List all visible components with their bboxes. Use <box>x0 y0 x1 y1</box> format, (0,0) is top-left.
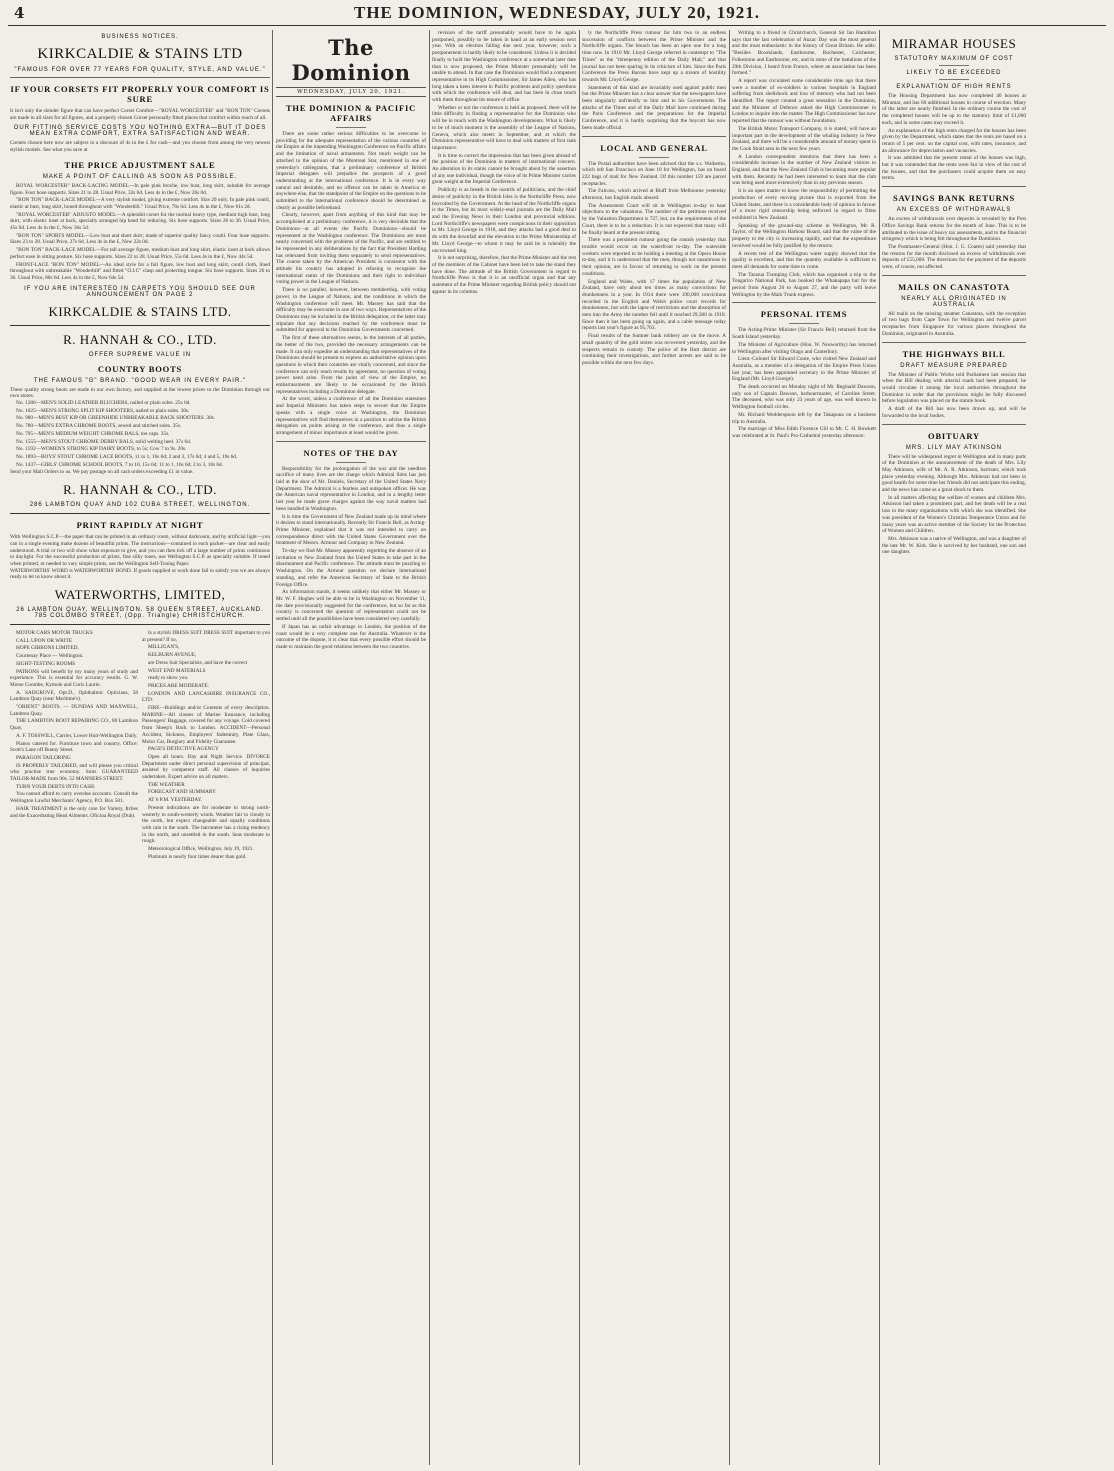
small-ad: "ORIENT" BOOTS. — DUNDAS AND MAXWELL, Lambton Quay. <box>10 704 138 717</box>
boot-item: No. 980—MEN'S BEST KIP OR GREENHIDE UNBREAKABLE BACK SHOOTERS. 30s. <box>16 415 216 422</box>
paragraph: The Postal authorities have been advised that the s.s. Waihemo, which left San Francisco on June 18 for Wellington, has on board 222 bags of mail for New Zealand. Of this number 159 are parcel receptacles. <box>582 160 726 187</box>
paragraph: There is no parallel, however, between membership, with voting power, in the League of Nations, and the conditions in which the Washington conference will meet. Mr. Massey has said that the difficulty may be overcome in one of two ways. Representatives of the Dominions may be included in the British delegation, or the latter may stipulate that any decisions reached by the conference must be submitted for approval to the Dominion Governments concerned. <box>276 287 426 334</box>
kirkcaldie-signature: KIRKCALDIE & STAINS LTD. <box>48 303 232 319</box>
column-4-top <box>582 30 726 132</box>
small-ad: Open all hours. Day and Night Service. DIVORCE Department under direct personal supervision of principal, assisted by competent staff. All classes of inquiries undertaken. Expert advice on all matters. <box>142 753 270 781</box>
paragraph: As information stands, it seems unlikely that either Mr. Massey or Mr. W. F. Hughes will be able to be in Washington on November 11, the date provisionally suggested for the conference, but so far as this country is concerned the question of representation could not be settled until all the possibilities have been considered very carefully. <box>276 589 426 623</box>
article-column-4 <box>582 30 726 1465</box>
editorial-column <box>276 30 426 1465</box>
mails-sub: NEARLY ALL ORIGINATED IN AUSTRALIA <box>901 295 1007 308</box>
paragraph: Publicity is as breath in the nostrils of politicians, and the chief desire of publicity in the British Isles is the Northcliffe Press, now boycotted by the Government. At the head of the Northcliffe organs is the Times, but its most widely-read journals are the Daily Mail and the Evening News in their London and provincial editions. Lord Northcliffe's newspapers were conspicuous in their opposition to Mr. Lloyd George in 1918, and they attacks had a good deal to do with the downfall and the elevation to the Prime Ministership of Mr. Lloyd George—to whom it may be said he is tolerably the uncrowned king. <box>432 187 576 254</box>
small-ad: CALL UPON OR WRITE <box>16 637 73 644</box>
small-ad: FORECAST AND SUMMARY <box>148 789 216 796</box>
boot-item: No. 795—MEN'S MEDIUM WEIGHT CHROME BALS, toe caps. 35s. <box>16 430 170 437</box>
small-ad: HOPE GIBBONS LIMITED, <box>16 645 79 652</box>
paragraph: An excess of withdrawals over deposits is revealed by the Post Office Savings Bank returns for the month of June. This is to be attributed to the issue of heavy tax assessments, and to the financial stringency which is being felt throughout the Dominion. <box>882 216 1026 243</box>
small-ad: PRICES ARE MODERATE. <box>148 682 210 689</box>
hannah-brand: THE FAMOUS "G" BRAND. "GOOD WEAR IN EVERY PAIR." <box>33 377 247 384</box>
corsets-note: Corsets chosen here now are subject to a discount of 4s in the £ for cash—and you choose from among the very newest stylish models. See what you save at <box>10 140 270 154</box>
small-ads-row <box>10 630 270 862</box>
leader-body <box>276 131 426 437</box>
small-ad: AT 6 P.M. YESTERDAY. <box>148 797 203 804</box>
miramar-sub2: LIKELY TO BE EXCEEDED <box>906 70 1002 76</box>
small-ad: Platinum is nearly four times dearer than gold. <box>148 853 247 860</box>
boot-item: No. 1025—MEN'S STRONG SPLIT KIP SHOOTERS, nailed or plain soles. 30s. <box>16 407 190 414</box>
savings-sub: AN EXCESS OF WITHDRAWALS <box>896 207 1012 214</box>
small-ad: THE LAMBTON BOOT REPAIRING CO., 80 Lambton Quay. <box>10 718 138 732</box>
paragraph: It was admitted that the present rental of the houses was high, but it was contended that the rents were fair in view of the cost of the houses, and that the purchasers could acquire them on easy terms. <box>882 155 1026 182</box>
paper-title: THE DOMINION, WEDNESDAY, JULY 20, 1921. <box>354 3 760 22</box>
masthead <box>8 0 1106 26</box>
hannah-intro: These quality strong boots are made in our own factory, and supplied at the lowest prices to the Dominion through our own stores. <box>10 386 270 400</box>
obituary-body <box>882 454 1026 557</box>
paragraph: If Japan has an unfair advantage in London, the position of the coast would be a very complete one for Australia. Whatever is the outcome of the dispute, it is clear that every possible effort should be made to maintain the good relations between the two countries. <box>276 623 426 650</box>
small-ad: Pianos catered for. Furniture town and country. Office: Scott's Lane off Bunny Street. <box>10 740 138 754</box>
small-ad: THE WEATHER <box>148 781 185 788</box>
small-ad: IS PROPERLY TAILORED, and will please you critical who practise true economy. Suits GUARANTEED TAILOR-MADE from 90s. 52 MANNERS STREET. <box>10 762 138 783</box>
paragraph: The Housing Department has now completed 40 houses at Miramar, and has 60 additional houses in course of erection. Many of the latter are nearly finished. In the ordinary course the cost of the completed houses will be up to the statutory limit of £1,000 each, and in some cases may exceed it. <box>882 93 1026 126</box>
small-ad: FIRE—Buildings and/or Contents of every description. MARINE—All classes of Marine Insurance, including Passengers' Baggage, covered for any voyage. Cold covered from Sheep's Back to London. ACCIDENT—Personal Accident, Sickness, Employers' Indemnity, Plate Glass, Motor Car, Burglary and Fidelity Guarantee. <box>142 705 270 745</box>
paragraph: The death occurred on Monday night of Mr. Reginald Dawson, only son of Captain Dawson, harbourmaster, of Caroline Street. The deceased, who was only 23 years of age, was well known in Wellington football circles. <box>732 384 876 411</box>
paragraph: Mrs. Atkinson was a native of Wellington, and was a daughter of the late Mr. W. Kirk. She is survived by her husband, one son and one daughter. <box>882 535 1026 556</box>
notes-body <box>276 466 426 651</box>
small-ad: You cannot afford to carry overdue accounts. Consult the Wellington Lawful Merchants' Agency, P.O. Box 501. <box>10 791 138 805</box>
sale-subheading: MAKE A POINT OF CALLING AS SOON AS POSSIBLE. <box>42 173 238 180</box>
paragraph: There will be widespread regret in Wellington and in many parts of the Dominion at the announcement of the death of Mrs. Lily May Atkinson, wife of Mr. A. R. Atkinson, barrister, which took place yesterday evening. Although Mrs. Atkinson had not been in good health for some time her friends did not anticipate this ending, and the news has come as a great shock to them. <box>882 453 1026 494</box>
paragraph: revision of the tariff presumably would have to be again postponed, possibly to be taken in hand at an early session next year. With an election falling due next year, however, such a postponement is hardly likely to be considered. Unless it is decided finally to hold the Washington conference at a somewhat later date than is now proposed, the Prime Minister presumably will be unable to attend. In that case the Dominion would find a competent representative in its High Commissioner, Sir James Allen, who has long taken a keen interest in Pacific problems and policy questions with which the conference will deal, and has been in close touch with them throughout his tenure of office. <box>432 30 576 104</box>
paragraph: The Falcons, which arrived at Bluff from Melbourne yesterday afternoon, has English mails aboard. <box>582 188 726 202</box>
paragraph: To-day we find Mr. Massey apparently regretting the absence of an invitation to New Zealand from the United States to take part in the disarmament and Pacific conference. The attitude must be puzzling to Washington. On the Armour question we declare international standing, and refer the American Secretary of State to the British Foreign Office. <box>276 548 426 588</box>
boot-item: No. 1893—BOYS' STOUT CHROME LACE BOOTS, 11 to 1, 16s 6d; 2 and 3, 17s 6d; 4 and 5, 19s 6d. <box>16 453 238 460</box>
paragraph: Writing to a friend in Christchurch, General Sir Ian Hamilton says that the last celebration of Anzac Day was the most general and the most enthusiastic in the history of Great Britain. He adds: "Besides Brooklands, Eastbourne, Rochester, Colchester, Folkestone and Eastbourne, etc, and in some of the battalions of the 29th Division, I heard from France, where an association has been formed." <box>732 30 876 77</box>
paragraph: The first of these alternatives seems, in the interests of all parties, the better of the two, provided the necessary arrangements can be made. It can only expedite an understanding that representatives of the Dominions should be present to express an authoritative opinion upon questions in which their countries are vitally concerned, and since the conference can only reach results by agreement, no question of voting power need arise. From the point of view of the Empire, no embarrassments are likely to be occasioned by the British representatives including a Dominion delegate. <box>276 335 426 395</box>
local-general-body <box>582 161 726 367</box>
miramar-heading: MIRAMAR HOUSES <box>891 36 1017 51</box>
small-ad: PARAGON TAILORING <box>16 754 71 761</box>
article-column-5 <box>732 30 876 1465</box>
paragraph: England and Wales, with 17 times the population of New Zealand, have only about ten times as many convictions for drunkenness in a year. In 1914 there were 190,000 convictions recorded in the English and Welsh police court records for drunkenness, but with the lapse of restrictions and the absorption of men into the Army the number fell until it reached 29,300 in 1918. Since then it has been going up again, and a cable message today reports last year's figure as 95,763. <box>582 278 726 332</box>
notes-heading: NOTES OF THE DAY <box>303 447 399 458</box>
waterworths-note: WATERWORTHS' WORD is WATERWORTHS' BOND. If goods supplied or work done fail to satisfy you we are always ready to let us know about it. <box>10 567 270 581</box>
hannah-items-list <box>10 400 270 468</box>
small-ad: are Dress Suit Specialists, and have the correct <box>148 659 248 666</box>
paragraph: It is not surprising, therefore, that the Prime Minister and the rest of the members of the Cabinet have been led to take the stand they have done. The attitude of the British Government in regard to Northcliffe Press is that it is an unofficial organ and that any statement of the Prime Minister regarding British policy should not appear in its columns. <box>432 255 576 295</box>
paragraph: A draft of the Bill has now been drawn up, and will be forwarded to the local bodies. <box>882 406 1026 419</box>
small-ad: LONDON AND LANCASHIRE INSURANCE CO., LTD. <box>142 690 270 704</box>
hannah-heading: COUNTRY BOOTS <box>97 363 183 374</box>
sale-item: FRONT-LACE "BON TON" MODEL—An ideal style for a full figure, low bust and long skirt, coutil cloth, lined throughout with unbreakable "Wonderbilt" and fitted "O.I.C" clasp and protecting tongue. Six hose supports. Sizes 26 to 36. Usual Price, 80s 6d. Less 4s in the £, Now 64s 5d. <box>10 261 270 281</box>
small-ad: MOTOR CARS MOTOR TRUCKS <box>16 630 93 637</box>
hannah-subtitle: OFFER SUPREME VALUE IN <box>88 351 192 358</box>
corsets-body: It isn't only the slender figure that can have perfect Corset Comfort—"ROYAL WORCESTER" and "BON TON" Corsets are made in all sizes for all figures, and a properly chosen Corset personally fitted places that comfort within reach of all. <box>10 108 270 121</box>
paragraph: Mr. Richard Wedderspoon left by the Takapuna on a business trip to Australia. <box>732 411 876 425</box>
advertisement-column <box>10 30 270 1465</box>
sale-item: "ROYAL WORCESTER" ADJUSTO MODEL—A splendid corset for the normal heavy type, medium high bust, long skirt, with elastic inset at back, specially arranged hip band for reducing. Six hose supports. Sizes 26 to 36. Usual Price, 45s 6d. Less 4s in the £, Now 36s 5d. <box>10 211 270 232</box>
miramar-sub: STATUTORY MAXIMUM OF COST <box>894 56 1014 62</box>
small-ad: A. SADGROVE, Opt.D., Ophthalmic Opticians, 58 Lambton Quay (near Maritime's). <box>10 689 138 703</box>
small-ads-left <box>10 630 138 862</box>
paragraph: A recent test of the Wellington water supply showed that the quality is excellent, and that the quantity available is sufficient to meet all demands for some time to come. <box>732 250 876 270</box>
hannah-title: R. HANNAH & CO., LTD. <box>63 331 217 347</box>
boot-item: No. 1286—MEN'S SOLID LEATHER BLUCHERS, nailed or plain soles. 25s 6d. <box>16 400 191 407</box>
small-ad: Present indications are for moderate to strong north-westerly to south-westerly winds. Weather fair to cloudy in the north, but expect changeable and squally conditions with rain in the south. The barometer has a rising tendency in the north, and unsettled in the south. Seas moderate to rough. <box>142 804 270 845</box>
paragraph: The Minister of Public Works told Parliament last session that when the Bill dealing with arterial roads had been prepared, he would circulate it among the local authorities throughout the Dominion in order that the provisions might be fully discussed before legislation was placed on the statute book. <box>882 371 1026 405</box>
paragraph: Statements of this kind are invariably used against public men but the Prime Minister has a clear answer that the newspapers have been singularly unfriendly to him and to his Government. The attacks of the Times and of the Daily Mail have continued during the Paris Conference and the preparations for the Imperial Conference, and it is hardly surprising that the boycott has now been made official. <box>582 84 726 131</box>
savings-heading: SAVINGS BANK RETURNS <box>892 193 1016 204</box>
miramar-body <box>882 93 1026 182</box>
editorial-date: WEDNESDAY, JULY 20, 1921. <box>276 87 426 97</box>
small-ad: ready to show you. <box>148 675 189 682</box>
paragraph: The Acting-Prime Minister (Sir Francis Bell) returned from the South Island yesterday. <box>732 327 876 341</box>
paragraph: ly the Northcliffe Press rumour for him two to an endless succession of conflicts between the Prime Minister and the Northcliffe organs. The breach has been an open one for a long time now. In 1910 Mr. Lloyd George referred in contempt to "The Times" as the "threepenny edition of the Daily Mail," and that journal has not been sparing in its criticism of him. Since the Paris Conference the Press Barons have kept up a stream of hostility towards Mr. Lloyd George. <box>582 30 726 83</box>
personal-items-heading: PERSONAL ITEMS <box>760 309 848 320</box>
small-ad: A. F. TOSSWILL, Carrier, Lower Hutt-Wellington Daily. <box>16 732 138 739</box>
paragraph: Responsibility for the prolongation of the war and the needless sacrifice of many lives are the charge which Admiral Sims has just laid at the door of Mr. Daniels, Secretary of the United States Navy Department. The Admiral is a fearless and outspoken officer. He was the American naval representative in London, and in a lengthy letter last year he made grave charges against the way naval matters had been handled in Washington. <box>276 465 426 512</box>
waterworths-address: 26 LAMBTON QUAY, WELLINGTON. 58 QUEEN STREET, AUCKLAND. 785 COLOMBO STREET, (Opp. Triangle) CHRISTCHURCH. <box>16 607 264 620</box>
paragraph: Clearly, however, apart from anything of this kind that may be accomplished at a preliminary conference, it is very desirable that the Dominions—at all events the Pacific Dominions—should be represented at the Washington conference. The Dominions are most nearly concerned with the problems of the Pacific, and are entitled to be represented in any deliberations by the fact that President Harding has reiterated from inviting them separately to send representatives. The course taken by the American President is consistent with the attitude his country has adopted in refusing to recognise the international status of the Dominions and their right to individual voting power in the League of Nations. <box>276 212 426 286</box>
leader-heading: THE DOMINION & PACIFIC AFFAIRS <box>285 103 417 123</box>
paragraph: The Minister of Agriculture (Hon. W. Nosworthy) has returned to Wellington after visiting Otago and Canterbury. <box>732 341 876 355</box>
small-ad: TURN YOUR DEBTS INTO CASH. <box>16 783 96 790</box>
paragraph: Speaking of the ground-stay scheme in Wellington, Mr. R. Taylor, of the Wellington Harbour Board, said that the value of the property to the city is increasing rapidly, and that the expenditure involved would be fully justified by the returns. <box>732 222 876 249</box>
dominion-logo: The Dominion <box>291 35 411 85</box>
small-ad: SIGHT-TESTING ROOMS <box>16 660 76 667</box>
kirkcaldie-title: KIRKCALDIE & STAINS LTD <box>37 46 243 62</box>
column-3-body <box>432 30 576 295</box>
paragraph: All mails on the missing steamer Canastota, with the exception of two bags from Cape Town for Wellington and twelve parcel receptacles from Singapore for various places throughout the Dominion, originated in Australia. <box>882 310 1026 337</box>
paragraph: It is an open matter to know the responsibility of permitting the production of every moving picture that is exported from the United States, and there is a considerable body of opinion in favour of a more rigid censorship being enforced in regard to films exhibited in New Zealand. <box>732 188 876 221</box>
paragraph: A report was circulated some considerable time ago that there were a number of ex-soldiers in various hospitals in England suffering from shellshock and loss of memory who had not been identified. The report created a great sensation in the Dominion, and the Minister of Defence asked the High Commissioner in London to inquire into the matter. The High Commissioner has now reported that the rumour was without foundation. <box>732 77 876 125</box>
paragraph: A London correspondent mentions that there has been a considerable increase in the number of New Zealand visitors to England, and that the New Zealand Club is becoming more popular with them. Recently he had been interested to learn that the club was being used more extensively than in any previous season. <box>732 153 876 187</box>
paragraph: There was a persistent rumour going the rounds yesterday that trouble would occur on the waterfront to-day. The waterside workers were reported to be holding a meeting at the Opera House to-day, and it is understood that the men, though not unanimous in their opinion, are in favour of returning to work on the present conditions. <box>582 237 726 277</box>
sale-heading: THE PRICE ADJUSTMENT SALE <box>64 159 216 170</box>
business-notices-heading: BUSINESS NOTICES. <box>101 34 179 40</box>
highways-sub: DRAFT MEASURE PREPARED <box>900 362 1008 369</box>
paragraph: The Postmaster-General (Hon. J. G. Coates) said yesterday that the returns for the month disclosed an excess of withdrawals over deposits of £55,000. The directions for the payment of the deposits were, of course, not affected. <box>882 243 1026 271</box>
boot-item: No. 1592—WOMEN'S STRONG KIP DAIRY BOOTS, to 5s; Cow 7 to 9s. 20s. <box>16 446 187 453</box>
sale-item: "BON TON" BACK-LACE MODEL—A very stylish model, giving extreme comfort. Size 20 only. In pale pink coutil, elastic at bust, long skirt, boned throughout with "Wonderbilt." Usual Price, 76s 6d. Less 4s in the £, Now 61s 2d. <box>10 197 270 210</box>
small-ad: Meteorological Office, Wellington, July 19, 1921. <box>148 846 254 853</box>
obituary-heading: OBITUARY <box>928 430 980 441</box>
boot-item: No. 780—MEN'S EXTRA CHROME BOOTS, sewed and stitched soles. 35s. <box>16 423 182 430</box>
local-general-heading: LOCAL AND GENERAL <box>600 142 708 153</box>
small-ad: PAGE'S DETECTIVE AGENCY <box>148 746 219 753</box>
small-ad: MILLIGAN'S, <box>148 644 180 651</box>
waterworths-title: WATERWORTHS, LIMITED, <box>54 587 226 603</box>
page-number: 4 <box>14 4 25 22</box>
paragraph: It is time the Government of New Zealand made up its mind where it desires to stand internationally. Recently Sir Francis Bell, as Acting-Prime Minister, explained that it was not intended to carry on correspondence direct with the United States Government over the treatment of Messrs. Armour and Company in New Zealand. <box>276 513 426 547</box>
column-5-top <box>732 30 876 298</box>
paragraph: Lieut.-Colonel Sir Edward Coote, who visited New Zealand and Australia, as a member of a delegation of the Empire Press Union last year, has been appointed secretary to the Prime Minister of England (Mr. Lloyd George). <box>732 356 876 383</box>
paragraph: There are some rather serious difficulties to be overcome in providing for the adequate representation of the various countries of the Empire at the impending Washington Conference on Pacific affairs and the limitation of naval armaments. Not much weight can be attached to the opinion of the Montreal Star, mentioned in one of yesterday's cablegrams, that a preliminary conference of British Imperial delegates will prejudice the prospects of a good understanding at the international conference. It is in every way natural and desirable, and no offence can be taken in America or anywhere else, that the standpoint of the Empire on the questions to be submitted to the international conference should be determined as clearly as possible beforehand. <box>276 131 426 211</box>
carpets-notice: IF YOU ARE INTERESTED IN CARPETS YOU SHOULD SEE OUR ANNOUNCEMENT ON PAGE 2 <box>24 285 256 298</box>
personal-items-body <box>732 327 876 439</box>
mails-heading: MAILS ON CANASTOTA <box>898 281 1010 292</box>
article-column-6 <box>882 30 1026 1465</box>
paragraph: An explanation of the high rents charged for the houses has been given by the Department, which states that the rents are based on a return of 5 per cent. on the capital cost, with rates, insurance, and an allowance for depreciation and vacancies. <box>882 127 1026 154</box>
paragraph: In all matters affecting the welfare of women and children Mrs. Atkinson had taken a prominent part, and her death will be a real loss to the many organisations with which she was identified. She was president of the Women's Christian Temperance Union and for many years was an active member of the Society for the Protection of Women and Children. <box>882 494 1026 535</box>
kirkcaldie-tagline: "FAMOUS FOR OVER 77 YEARS FOR QUALITY, STYLE, AND VALUE." <box>14 67 266 73</box>
article-column-3 <box>432 30 576 1465</box>
hannah-signature: R. HANNAH & CO., LTD. <box>63 482 217 498</box>
small-ad: Is a stylish DRESS SUIT DRESS SUIT important to you at present? If so, <box>142 630 270 643</box>
mails-body <box>882 311 1026 338</box>
paragraph: Final results of the Sumner bank robbery are on the move. A small quantity of the gold stolen was recovered yesterday, and the suspects remain in custody. The police of the Hutt district are continuing their investigations, and further arrests are said to be possible within the next few days. <box>582 333 726 366</box>
boot-item: No. 1555—MEN'S STOUT CHROME DERBY BALS, solid welting heel. 37s 6d. <box>16 438 192 445</box>
print-body: With Wellington S.C.P.—the paper that can be printed in an ordinary room, without darkroom, and by artificial light—you can in a single evening make dozens of beautiful prints. The instructions—contained in each packet—are clear and easily understood. A trial or two will show what exposure to give, and you can then tick off a large number of prints continuous to daylight. For the successful production of prints, fine silky tones, use Wellington S.C.P. as specially suitable. If toned when printed, or needed to vary simple prints, use the Wellington Self-Toning Paper. <box>10 534 270 567</box>
hannah-address: 286 LAMBTON QUAY AND 102 CUBA STREET, WELLINGTON. <box>29 502 251 509</box>
hannah-mail-note: Send your Mail Orders to us. We pay postage on all cash orders exceeding £1 in value. <box>10 469 194 476</box>
small-ad: PATRONS will benefit by my many years of study and experience. This is essential for accuracy results. G. W. Morse Coombe, Kymole and Coris Laurie. <box>10 668 138 688</box>
highways-body <box>882 372 1026 420</box>
small-ad: Courtenay Place — Wellington. <box>16 653 84 660</box>
paragraph: At the worst, unless a conference of all the Dominion statesmen and Imperial Ministers has taken steps to secure that the Empire speaks with a single voice at Washington, the Dominion representatives will find themselves in a position to advise the British delegation on points arising at the conference, and thus a single arrangement of minor importance at least would be given. <box>276 396 426 436</box>
small-ad: KELBURN AVENUE, <box>148 652 197 659</box>
sale-items-list <box>10 183 270 282</box>
paragraph: The British Motor Transport Company, it is stated, will have an important part in the development of the whaling industry in New Zealand, and there will be a considerable amount of money spent in the Cook Strait area in the next few years. <box>732 125 876 152</box>
paragraph: Whether or not the conference is held as proposed, there will be little difficulty in finding a representative for the Dominion who will be in touch with the Washington developments. What is likely to be of much moment is the assembly of the League of Nations, Geneva, which also meets in September, and at which the Dominion representative will have to deal with matters of first rank importance. <box>432 104 576 151</box>
sale-item: ROYAL WORCESTER" BACK-LACING MODEL—In pale pink broche, low bust, long skirt, suitable for average figure. Four hose supports. Sizes 21 to 28. Usual Price, 32s 6d. Less 4s in the £, Now 26s 0d. <box>10 182 270 196</box>
boot-item: No. 1437—GIRLS' CHROME SCHOOL BOOTS, 7 to 10, 15s 6d; 11 to 1, 16s 6d; 2 to 3, 18s 6d. <box>16 461 224 468</box>
paragraph: The Tararua Tramping Club, which has organised a trip to the Tongariro National Park, has booked the Whakapapa hut for the period from August 20 to August 27, and the party will leave Wellington by the Main Trunk express. <box>732 271 876 298</box>
miramar-sub3: EXPLANATION OF HIGH RENTS <box>896 84 1012 90</box>
obituary-sub: MRS. LILY MAY ATKINSON <box>905 444 1003 451</box>
savings-body <box>882 216 1026 271</box>
corsets-heading: IF YOUR CORSETS FIT PROPERLY YOUR COMFORT IS SURE <box>10 84 270 104</box>
paragraph: It is time to correct the impression that has been given abroad of the position of the Dominion in matters of international concern. An alteration in its status cannot be brought about by the assertion of any one individual, though the voice of its Prime Minister carries great weight at the Imperial Conference. <box>432 152 576 186</box>
small-ad: HAIR TREATMENT is the only cure for Variety, Itches and the Exacerbating Head Ailments. Oficina Royal (Dub). <box>10 805 138 819</box>
small-ads-right <box>142 630 270 862</box>
paragraph: The marriage of Miss Edith Florence Gill to Mr. C. H. Bowkett was celebrated at St. Paul's Pro-Cathedral yesterday afternoon. <box>732 426 876 439</box>
sale-item: "BON TON" BACK-LACE MODEL—For tall average figure, medium bust and long skirt, elastic inset at back allows perfect ease in sitting posture. Six hose supports. Sizes 22 to 28. Usual Price, 55s 6d. Less 4s in the £, Now 44s 5d. <box>10 247 270 260</box>
sale-item: "BON TON" SPORTS MODEL—Low bust and short skirt; made of superior quality fancy coutil. Four hose supports. Sizes 23 to 28. Usual Price, 27s 6d. Less 4s in the £, Now 22s 0d. <box>10 232 270 246</box>
print-heading: PRINT RAPIDLY AT NIGHT <box>76 520 204 531</box>
corsets-fitting: OUR FITTING SERVICE COSTS YOU NOTHING EXTRA—BUT IT DOES MEAN EXTRA COMFORT, EXTRA SATISFACTION AND WEAR. <box>13 125 267 138</box>
small-ad: WEST END MATERIALS <box>148 667 206 674</box>
highways-heading: THE HIGHWAYS BILL <box>902 348 1006 359</box>
paragraph: The Assessment Court will sit in Wellington to-day to hear objections to the valuations. The number of the petitions received by the Valuation Department is 727, but, on the requirements of the Court, there is to be a reduction. It is not expected that many will be finally heard at the present sitting. <box>582 202 726 236</box>
